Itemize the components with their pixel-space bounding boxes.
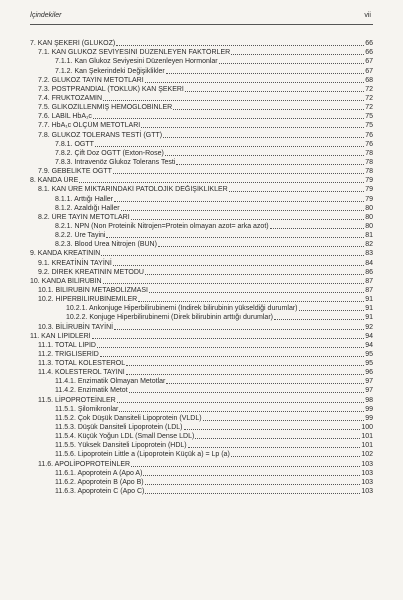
dot-leader — [143, 469, 360, 476]
dot-leader — [106, 231, 364, 238]
toc-entry-page: 66 — [365, 49, 373, 57]
toc-entry-page: 68 — [365, 76, 373, 84]
toc-entry-title: 8.1.2. Azaldığı Haller — [55, 204, 120, 212]
toc-entry — [30, 304, 373, 313]
dot-leader — [97, 341, 364, 348]
toc-entry-page: 76 — [365, 131, 373, 139]
toc-entry-title: 11.6.3. Apoprotein C (Apo C) — [55, 488, 145, 496]
toc-entry-title: 7.8. GLUKOZ TOLERANS TESTİ (GTT) — [38, 131, 163, 139]
toc-entry — [30, 469, 373, 478]
toc-entry-page: 72 — [365, 85, 373, 93]
toc-entry-title: 7.7. HbA₁c ÖLÇÜM METOTLARI — [38, 122, 141, 130]
toc-entry-title: 8.2.3. Blood Urea Nitrojen (BUN) — [55, 241, 157, 249]
dot-leader — [103, 277, 365, 284]
toc-entry — [30, 332, 373, 341]
toc-entry-page: 83 — [365, 250, 373, 258]
toc-entry-title: 11.4.1. Enzimatik Olmayan Metotlar — [55, 378, 166, 386]
dot-leader — [113, 259, 364, 266]
dot-leader — [195, 432, 360, 439]
toc-entry-page: 97 — [365, 378, 373, 386]
toc-entry — [30, 322, 373, 331]
toc-entry-title: 7.1.1. Kan Glukoz Seviyesini Düzenleyen Hormonlar — [55, 58, 218, 66]
toc-entry-page: 95 — [365, 350, 373, 358]
toc-entry-title: 7.1.2. Kan Şekerindeki Değişiklikler — [55, 67, 165, 75]
toc-entry-page: 102 — [361, 451, 373, 459]
toc-entry-page: 87 — [365, 286, 373, 294]
dot-leader — [184, 423, 361, 430]
toc-entry — [30, 341, 373, 350]
toc-entry-title: 8.2.2. Üre Tayini — [55, 232, 106, 240]
toc-entry-title: 8. KANDA ÜRE — [30, 177, 79, 185]
toc-entry-page: 96 — [365, 369, 373, 377]
toc-entry-page: 80 — [365, 204, 373, 212]
toc-entry-title: 11.5.2. Çok Düşük Dansiteli Lipoprotein (VLDL) — [55, 414, 202, 422]
dot-leader — [129, 386, 365, 393]
dot-leader — [145, 268, 364, 275]
dot-leader — [145, 478, 361, 485]
toc-entry-title: 7.1. KAN GLUKOZ SEVİYESİNİ DÜZENLEYEN FAKTÖRLER — [38, 49, 231, 57]
toc-entry-page: 103 — [361, 488, 373, 496]
toc-entry-title: 11.4.2. Enzimatik Metot — [55, 387, 128, 395]
dot-leader — [165, 149, 364, 156]
toc-entry-title: 11.3. TOTAL KOLESTEROL — [38, 360, 126, 368]
toc-entry-title: 7.9. GEBELİKTE OGTT — [38, 168, 112, 176]
toc-entry-page: 94 — [365, 341, 373, 349]
toc-entry — [30, 204, 373, 213]
toc-entry-title: 11.5.1. Şilomikronlar — [55, 405, 119, 413]
toc-entry-title: 7.8.1. OGTT — [55, 140, 94, 148]
toc-entry-page: 101 — [361, 442, 373, 450]
toc-entry-page: 91 — [365, 305, 373, 313]
toc-entry-page: 87 — [365, 277, 373, 285]
toc-entry-title: 11.5.6. Lipoprotein Little a (Lipoprotein Küçük a) = Lp (a) — [55, 451, 230, 459]
dot-leader — [103, 94, 364, 101]
toc-entry — [30, 350, 373, 359]
table-of-contents — [30, 39, 373, 496]
dot-leader — [270, 222, 365, 229]
dot-leader — [101, 249, 364, 256]
toc-entry-page: 94 — [365, 332, 373, 340]
toc-entry — [30, 76, 373, 85]
toc-entry — [30, 441, 373, 450]
toc-entry-page: 75 — [365, 113, 373, 121]
toc-entry-title: 11.1. TOTAL LİPİD — [38, 341, 96, 349]
dot-leader — [166, 377, 364, 384]
toc-entry-page: 79 — [365, 177, 373, 185]
toc-entry — [30, 121, 373, 130]
toc-entry-title: 11.5.5. Yüksek Dansiteli Lipoprotein (HDL) — [55, 442, 187, 450]
toc-entry — [30, 423, 373, 432]
dot-leader — [203, 414, 365, 421]
dot-leader — [93, 112, 364, 119]
toc-entry-title: 10.3. BİLİRUBİN TAYİNİ — [38, 323, 114, 331]
toc-entry-page: 91 — [365, 296, 373, 304]
dot-leader — [185, 85, 364, 92]
toc-entry — [30, 377, 373, 386]
dot-leader — [113, 167, 364, 174]
toc-entry-page: 99 — [365, 405, 373, 413]
dot-leader — [149, 286, 364, 293]
toc-entry-page: 86 — [365, 268, 373, 276]
toc-entry — [30, 414, 373, 423]
toc-entry-title: 11.6.1. Apoprotein A (Apo A) — [55, 469, 143, 477]
dot-leader — [274, 313, 364, 320]
toc-entry — [30, 395, 373, 404]
dot-leader — [163, 131, 364, 138]
toc-entry-title: 7.3. POSTPRANDİAL (TOKLUK) KAN ŞEKERİ — [38, 85, 184, 93]
toc-entry-title: 11.5.4. Küçük Yoğun LDL (Small Dense LDL) — [55, 433, 195, 441]
toc-entry — [30, 176, 373, 185]
toc-entry-page: 103 — [361, 460, 373, 468]
toc-entry-page: 92 — [365, 323, 373, 331]
toc-entry — [30, 258, 373, 267]
toc-entry-title: 10.2.2. Konjuge Hiperbilirubinemi (Direk bilirubinin arttığı durumlar) — [66, 314, 273, 322]
toc-entry-page: 79 — [365, 195, 373, 203]
toc-entry — [30, 213, 373, 222]
toc-entry-title: 11.6.2. Apoprotein B (Apo B) — [55, 478, 144, 486]
dot-leader — [121, 204, 365, 211]
toc-entry-title: 8.2.1. NPN (Non Proteinik Nitrojen=Protein olmayan azot= arka azot) — [55, 222, 269, 230]
page-header — [30, 10, 373, 25]
toc-entry — [30, 359, 373, 368]
toc-entry-title: 10.2.1. Ankonjuge Hiperbilirubinemi (İndirek bilirubinin yükseldiği durumlar) — [66, 305, 298, 313]
toc-entry-page: 103 — [361, 478, 373, 486]
toc-entry-title: 8.2. ÜRE TAYİN METOTLARI — [38, 213, 130, 221]
dot-leader — [231, 450, 361, 457]
dot-leader — [145, 76, 365, 83]
toc-entry — [30, 286, 373, 295]
toc-entry-title: 8.1. KAN ÜRE MİKTARINDAKİ PATOLOJİK DEĞİŞİKLİKLER — [38, 186, 228, 194]
dot-leader — [231, 48, 364, 55]
toc-entry-page: 72 — [365, 94, 373, 102]
toc-entry-page: 67 — [365, 58, 373, 66]
toc-entry-title: 7.6. LABİL HbA₁c — [38, 113, 92, 121]
dot-leader — [166, 67, 364, 74]
dot-leader — [158, 240, 364, 247]
toc-entry-title: 11. KAN LİPİDLERİ — [30, 332, 91, 340]
toc-entry — [30, 231, 373, 240]
dot-leader — [117, 396, 365, 403]
toc-entry-page: 75 — [365, 122, 373, 130]
dot-leader — [145, 487, 360, 494]
toc-entry-title: 11.6. APOLİPOPROTEİNLER — [38, 460, 131, 468]
toc-entry-title: 7.4. FRUKTOZAMİN — [38, 94, 103, 102]
toc-entry-page: 79 — [365, 186, 373, 194]
dot-leader — [119, 405, 364, 412]
toc-entry-page: 91 — [365, 314, 373, 322]
toc-entry-page: 101 — [361, 433, 373, 441]
dot-leader — [95, 140, 364, 147]
toc-entry — [30, 103, 373, 112]
toc-entry-page: 72 — [365, 104, 373, 112]
toc-entry — [30, 450, 373, 459]
toc-entry-title: 11.5. LİPOPROTEİNLER — [38, 396, 116, 404]
toc-entry — [30, 240, 373, 249]
dot-leader — [219, 57, 365, 64]
toc-entry-page: 81 — [365, 232, 373, 240]
toc-entry — [30, 432, 373, 441]
toc-entry-title: 11.2. TRİGLİSERİD — [38, 350, 99, 358]
toc-entry-page: 84 — [365, 259, 373, 267]
toc-entry-page: 99 — [365, 414, 373, 422]
toc-entry — [30, 94, 373, 103]
dot-leader — [100, 350, 364, 357]
toc-entry — [30, 140, 373, 149]
dot-leader — [131, 460, 360, 467]
dot-leader — [114, 323, 364, 330]
toc-entry-title: 8.1.1. Arttığı Haller — [55, 195, 113, 203]
toc-entry — [30, 149, 373, 158]
toc-entry-page: 76 — [365, 140, 373, 148]
toc-entry-page: 78 — [365, 168, 373, 176]
toc-entry-title: 7. KAN ŞEKERİ (GLUKOZ) — [30, 40, 116, 48]
toc-entry — [30, 194, 373, 203]
toc-entry-page: 103 — [361, 469, 373, 477]
toc-entry — [30, 167, 373, 176]
toc-entry-title: 11.4. KOLESTEROL TAYİNİ — [38, 369, 125, 377]
toc-entry-title: 9. KANDA KREATİNİN — [30, 250, 101, 258]
toc-entry — [30, 66, 373, 75]
toc-entry — [30, 222, 373, 231]
dot-leader — [114, 195, 364, 202]
toc-entry — [30, 405, 373, 414]
toc-entry-title: 10.2. HİPERBİLİRUBİNEMİLER — [38, 296, 138, 304]
page-number: vii — [364, 12, 371, 19]
dot-leader — [188, 441, 361, 448]
toc-entry-title: 9.2. DİREK KREATİNİN METODU — [38, 268, 144, 276]
toc-entry-title: 7.8.3. İntravenöz Glukoz Tolerans Testi — [55, 158, 176, 166]
toc-entry — [30, 112, 373, 121]
dot-leader — [116, 39, 364, 46]
toc-entry — [30, 39, 373, 48]
toc-entry-title: 7.2. GLUKOZ TAYİN METOTLARI — [38, 76, 144, 84]
dot-leader — [131, 213, 365, 220]
toc-entry-page: 82 — [365, 241, 373, 249]
dot-leader — [299, 304, 365, 311]
running-title: İçindekiler — [30, 12, 62, 19]
toc-entry — [30, 478, 373, 487]
toc-entry — [30, 57, 373, 66]
toc-entry-page: 95 — [365, 360, 373, 368]
toc-entry — [30, 487, 373, 496]
toc-entry-title: 9.1. KREATİNİN TAYİNİ — [38, 259, 112, 267]
toc-entry — [30, 48, 373, 57]
toc-entry — [30, 130, 373, 139]
toc-entry — [30, 158, 373, 167]
dot-leader — [92, 332, 365, 339]
toc-entry-title: 7.5. GLİKOZİLLENMİŞ HEMOGLOBİNLER — [38, 104, 173, 112]
toc-entry — [30, 386, 373, 395]
toc-entry-page: 66 — [365, 40, 373, 48]
toc-entry-page: 100 — [361, 424, 373, 432]
toc-entry-page: 80 — [365, 222, 373, 230]
dot-leader — [141, 121, 364, 128]
toc-entry-page: 78 — [365, 158, 373, 166]
toc-entry-title: 7.8.2. Çift Doz OGTT (Exton-Rose) — [55, 149, 164, 157]
dot-leader — [79, 176, 364, 183]
toc-entry — [30, 368, 373, 377]
toc-entry — [30, 277, 373, 286]
toc-entry-page: 98 — [365, 396, 373, 404]
toc-entry — [30, 268, 373, 277]
toc-entry — [30, 85, 373, 94]
dot-leader — [126, 359, 364, 366]
toc-entry-page: 80 — [365, 213, 373, 221]
toc-entry-title: 11.5.3. Düşük Dansiteli Lipoprotein (LDL) — [55, 424, 183, 432]
toc-entry-page: 67 — [365, 67, 373, 75]
toc-entry — [30, 249, 373, 258]
toc-entry-page: 78 — [365, 149, 373, 157]
dot-leader — [173, 103, 364, 110]
dot-leader — [126, 368, 364, 375]
toc-entry-page: 97 — [365, 387, 373, 395]
dot-leader — [176, 158, 364, 165]
toc-entry — [30, 459, 373, 468]
toc-entry-title: 10.1. BİLİRUBİN METABOLİZMASI — [38, 286, 148, 294]
dot-leader — [229, 185, 365, 192]
toc-entry-title: 10. KANDA BİLİRUBİN — [30, 277, 102, 285]
toc-entry — [30, 313, 373, 322]
toc-entry — [30, 295, 373, 304]
toc-entry — [30, 185, 373, 194]
dot-leader — [138, 295, 364, 302]
